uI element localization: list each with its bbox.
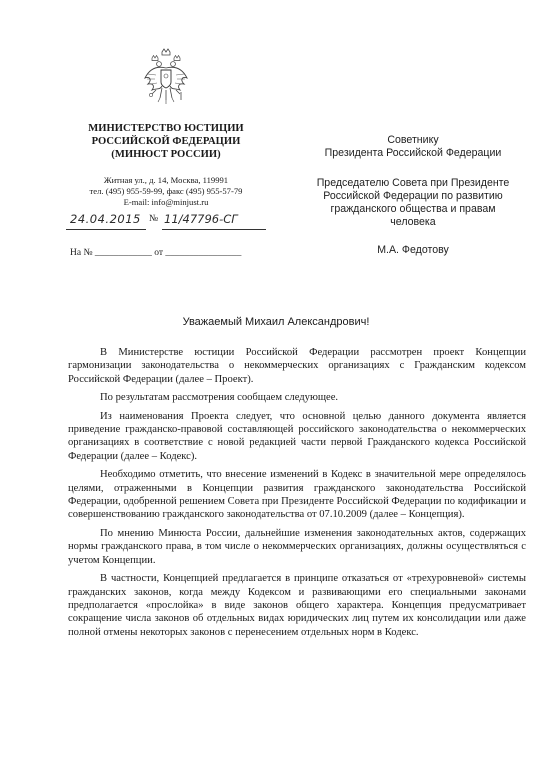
registration-date: 24.04.2015 xyxy=(70,212,141,226)
registration-number-label: № xyxy=(149,214,159,224)
ministry-line: РОССИЙСКОЙ ФЕДЕРАЦИИ xyxy=(91,136,241,147)
letter-body xyxy=(68,346,526,644)
body-paragraph: В Министерстве юстиции Российской Федерации рассмотрен проект Концепции гармонизации законодательства о некоммерческих организациях с Гражданским кодексом Российской Федерации (далее – Проект). xyxy=(68,347,526,385)
body-paragraph: В частности, Концепцией предлагается в принципе отказаться от «трехуровневой» системы гражданских законов, когда между Кодексом и развивающими его специальными законами предполагается «прослойка» в виде законов общего характера. Концепция предусматривает сокращение числа законов об отдельных видах юридических лиц путем их консолидации или даже полной отмены некоторых законов с перенесением отдельных норм в Кодекс. xyxy=(68,573,526,638)
addressee-line: Российской Федерации по развитию xyxy=(323,190,503,202)
addressee-title-2 xyxy=(300,177,526,229)
body-paragraph: Необходимо отметить, что внесение изменений в Кодекс в значительной мере определялось целями, отраженными в Концепции развития гражданского законодательства Российской Федерации, одобренной решением Совета при Президенте Российской Федерации по кодификации и совершенствованию гражданского законодательства от 07.10.2009 (далее – Концепция). xyxy=(68,469,526,521)
addressee-title-1 xyxy=(300,134,526,160)
addressee-line: Председателю Совета при Президенте xyxy=(316,177,510,189)
addressee-line: гражданского общества и правам xyxy=(330,203,496,215)
greeting: Уважаемый Михаил Александрович! xyxy=(182,316,370,328)
ministry-email: E-mail: info@minjust.ru xyxy=(123,197,209,207)
addressee-line: Советнику xyxy=(387,134,439,146)
body-paragraph: По результатам рассмотрения сообщаем следующее. xyxy=(100,392,339,404)
registration-number: 11/47796-СГ xyxy=(164,212,238,226)
ministry-phone-fax: тел. (495) 955-59-99, факс (495) 955-57-79 xyxy=(89,186,243,196)
number-underline xyxy=(162,229,266,230)
addressee xyxy=(300,134,526,257)
body-paragraph: По мнению Минюста России, дальнейшие изменения законодательных актов, содержащих нормы гражданского права, в том числе о некоммерческих организациях, должны осуществляться с учетом Концепции. xyxy=(68,527,526,566)
body-paragraph: Из наименования Проекта следует, что основной целью данного документа является приведение гражданско-правовой составляющей российского законодательства о некоммерческих организациях в соответствие с новой редакцией части первой Гражданского кодекса Российской Федерации (далее – Кодекс). xyxy=(68,410,526,462)
ministry-contacts xyxy=(56,175,276,208)
coat-of-arms-emblem xyxy=(142,48,190,108)
ministry-address: Житная ул., д. 14, Москва, 119991 xyxy=(103,175,229,185)
ministry-name xyxy=(56,122,276,161)
date-underline xyxy=(66,229,146,230)
addressee-line: человека xyxy=(390,216,436,228)
ministry-line: МИНИСТЕРСТВО ЮСТИЦИИ xyxy=(88,123,244,134)
reply-reference-line: На № ____________ от ________________ xyxy=(70,248,242,258)
letterhead xyxy=(56,48,276,208)
addressee-name: М.А. Федотову xyxy=(377,244,449,256)
ministry-line: (МИНЮСТ РОССИИ) xyxy=(111,149,221,160)
registration-line xyxy=(60,212,280,232)
addressee-line: Президента Российской Федерации xyxy=(324,147,502,159)
